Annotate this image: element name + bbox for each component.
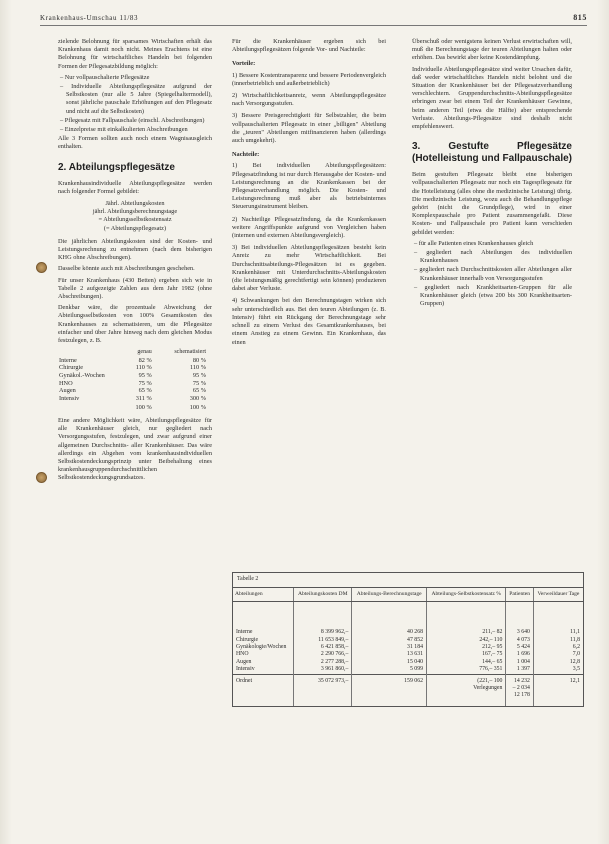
formula: Jährl. Abteilungskosten jährl. Abteilungsberechnungstage = Abteilungsselbstkostensatz (= Abteilungspflegesatz) xyxy=(92,200,178,232)
journal-title: Krankenhaus-Umschau 11/83 xyxy=(40,14,139,22)
table-row: Augen 65 % 65 % xyxy=(59,387,206,395)
list-item: 3) Bei individuellen Abteilungspflegesätzen besteht kein Anreiz zu mehr Wirtschaftlichkeit. Bei Durchschnittsabteilungs-Pflegesätzen ist es gegeben. Krankenhäuser mit Unterdurchschnitts-Abteilungskosten (die leistungsmäßig gerechtfertigt sein können) produzieren dabei aber Verluste. xyxy=(232,244,386,293)
list-item: 3) Bessere Preisgerechtigkeit für Selbstzahler, die beim vollpauschalierten Pflegesatz in einer „billigen" Abteilung die „teuren" Abteilungen mitfinanzieren haben (allerdings auch umgekehrt). xyxy=(232,112,386,145)
list-item: – für alle Patienten eines Krankenhauses gleich xyxy=(414,239,534,247)
list-item: – Pflegesatz mit Fallpauschale (einschl. Abschreibungen) xyxy=(60,116,205,124)
table-row: Gynäkologie/Wochen 6 421 858,– 31 184 212,– 95 5 424 6,2 xyxy=(233,644,583,651)
nachteile-label: Nachteile: xyxy=(232,151,260,159)
table-row: Chirurgie 110 % 110 % xyxy=(59,364,206,372)
body-text: Denkbar wäre, die prozentuale Abweichung der Abteilungsselbstkosten von 100% Gesamtkosten des Krankenhauses zu schematisieren, um die Pflegesätze einfacher und über Jahre hinweg nach dem gleichen Modus festzulegen, z. B. xyxy=(58,304,212,345)
column-2 xyxy=(232,38,386,351)
table-row: HNO 75 % 75 % xyxy=(59,379,206,387)
body-text: Beim gestuften Pflegesatz bleibt eine bisherigen vollpauschalierten Pflegesatz nur noch ein Tagespflegesatz für die Hotelleistung (alles ohne die medizinische Leistung) übrig. Die medizinische Leistung, wozu auch die Behandlungspflege gehört (nicht die Grundpflege), wird in einer Komplexpauschale pro Patient zusammengefaßt. Diese Kosten- und Fallpauschale pro Patient kann verschieden gebildet werden: xyxy=(412,171,572,236)
intro-text: Für die Krankenhäuser ergeben sich bei Abteilungspflegesätzen folgende Vor- und Nachteile: xyxy=(232,38,386,54)
closing-text: Alle 3 Formen sollten auch noch einem Wagnisausgleich enthalten. xyxy=(58,135,212,151)
table-2 xyxy=(232,572,584,707)
table-row: HNO 2 290 766,– 13 631 167,– 75 1 696 7,0 xyxy=(233,651,583,658)
intro-text: Überschuß oder wenigstens keinen Verlust erwirtschaften will, muß die Berechnungstage der teuren Abteilungen halten oder erhöhen. Das bewirkt aber keine Kostendämpfung. xyxy=(412,38,572,62)
body-text: Dasselbe könnte auch mit Abschreibungen geschehen. xyxy=(58,265,195,273)
table-title: Tabelle 2 xyxy=(237,576,259,582)
column-1 xyxy=(58,38,212,486)
body-text: Für unser Krankenhaus (430 Betten) ergeben sich wie in Tabelle 2 aufgezeigte Zahlen aus dem Jahr 1982 (ohne Abschreibungen). xyxy=(58,276,212,301)
table-row: Interne 8 399 962,– 40 268 211,– 82 3 640 11,1 xyxy=(233,629,583,636)
list-item: 2) Wirtschaftlichkeitsanreiz, wenn Abteilungspflegesätze nach Versorgungsstufen. xyxy=(232,92,386,108)
column-3 xyxy=(412,38,572,309)
intro-text: zielende Belohnung für sparsames Wirtschaften erhält das Krankenhaus damit noch nicht. Meines Erachtens ist eine Belohnung für wirtschaftliches Handeln bei folgenden Formen der Pflegesatzbildung möglich: xyxy=(58,38,212,70)
list-item: 1) Bei individuellen Abteilungspflegesätzen: Pflegesatzfindung ist nur durch Herausgabe der Kosten- und Leistungsrechnung an die Krankenkassen bei der Pflegesatzverhandlung möglich. Die Kosten- und Leistungsrechnung muß aber als betriebsinternes Steuerungsinstrument bleiben. xyxy=(232,162,386,211)
table-header-row: Abteilungen Abteilungskosten DM Abteilungs-Berechnungstage Abteilungs-Selbstkostensatz % Patienten Verweildauer Tage xyxy=(233,588,583,602)
table-row: Augen 2 277 288,– 15 040 144,– 65 1 004 12,8 xyxy=(233,659,583,666)
body-text: Eine andere Möglichkeit wäre, Abteilungspflegesätze für alle Krankenhäuser gleich, nur gegliedert nach Versorgungsstufen, festzulegen, und zwar aufgrund einer allgemeinen Durchschnitts- aller Krankenhäuser. Das wäre allerdings ein Abgehen vom krankenhausindividuellen Selbstkostendeckungsprinzip unter Beibehaltung eines krankenhausgruppendurchschnittlichen Selbstkostendeckungsgrundsatzes. xyxy=(58,417,212,482)
body-text: Individuelle Abteilungspflegesätze sind weiter Ursachen dafür, daß weder wirtschaftliches Handeln nicht belohnt und die Situation der Krankenhäuser bei der Pflegesatzverhandlung verschlechtern. Gruppendurchschnitts-Abteilungspflegesätze erbringen zwar bei einem Teil der Krankenhäuser Gewinne, beim anderen Teil (etwa die Hälfte) aber entsprechende Verluste. Abteilungs-Pflegesätze sind deshalb nicht empfehlenswert. xyxy=(412,65,572,131)
running-head xyxy=(40,14,587,26)
list-item: – Einzelpreise mit einkalkulierten Abschreibungen xyxy=(60,126,188,134)
page-number: 815 xyxy=(573,13,587,22)
list-item: 4) Schwankungen bei den Berechnungstagen wirken sich sehr unterschiedlich aus. Bei den teuren Abteilungen (z. B. Intensiv) führt ein Rückgang der Berechnungstage sehr schnell zu einem Verlust des Gesamtkrankenhauses, bei einem Anstieg zu einem Gewinn. Ein Krankenhaus, das einen xyxy=(232,297,386,346)
list-item: – gegliedert nach Abteilungen des individuellen Krankenhauses xyxy=(414,249,572,265)
section-heading-2: 2. Abteilungspflegesätze xyxy=(58,161,175,173)
table-total-row: 100 % 100 % xyxy=(135,404,206,412)
list-item: 1) Bessere Kostentransparenz und bessere Periodenvergleich (innerbetrieblich und außerbetrieblich) xyxy=(232,71,386,87)
table-row: Chirurgie 11 653 849,– 47 852 242,– 110 4 073 11,8 xyxy=(233,637,583,644)
body-text: Die jährlichen Abteilungskosten sind der Kosten- und Leistungsrechnung zu entnehmen (nach dem bisherigen KHG ohne Abschreibungen). xyxy=(58,237,212,262)
list-item: – Nur vollpauschalierte Pflegesätze xyxy=(60,73,150,81)
vorteile-label: Vorteile: xyxy=(232,60,256,68)
percentage-table xyxy=(58,349,212,412)
section-text: Krankenhausindividuelle Abteilungspflegesätze werden nach folgender Formel gebildet: xyxy=(58,179,212,195)
section-heading-3: 3. Gestufte Pflegesätze (Hotelleistung und Fallpauschale) xyxy=(412,141,573,165)
hole-punch-mark xyxy=(36,262,47,273)
hole-punch-mark xyxy=(36,472,47,483)
table-row: Gynäkol.-Wochen 95 % 95 % xyxy=(59,372,206,380)
list-item: – Individuelle Abteilungspflegesätze aufgrund der Selbstkosten (nur alle 5 Jahre (Spiegelhaltermodell), sonst jährliche pauschale Erhöhungen auf den Pflegesatz und nicht auf die Selbstkosten) xyxy=(60,83,212,115)
table-header-row: genau schematisiert xyxy=(137,349,206,356)
list-item: – gegliedert nach Durchschnittskosten aller Abteilungen aller Krankenhäuser innerhalb von Versorgungsstufen xyxy=(414,266,572,282)
table-row: Intensiv 3 961 860,– 5 099 776,– 351 1 397 3,5 xyxy=(233,666,583,674)
table-row: Intensiv 311 % 300 % xyxy=(59,394,206,402)
list-item: – gegliedert nach Krankheitsarten-Gruppen für alle Krankenhäuser gleich (etwa 200 bis 300 Krankheitsarten-Gruppen) xyxy=(414,283,572,308)
table-row: Interne 82 % 80 % xyxy=(59,356,206,364)
table-total-row: Ordnet 35 072 973,– 159 062 (221,– 100 Verlegungen 14 232 – 2 034 12 178 12,1 xyxy=(233,674,583,706)
list-item: 2) Nachteilige Pflegesatzfindung, da die Krankenkassen weitere Angriffspunkte aufgrund von Vergleichen haben (internen und externen Abteilungsvergleich). xyxy=(232,215,386,240)
